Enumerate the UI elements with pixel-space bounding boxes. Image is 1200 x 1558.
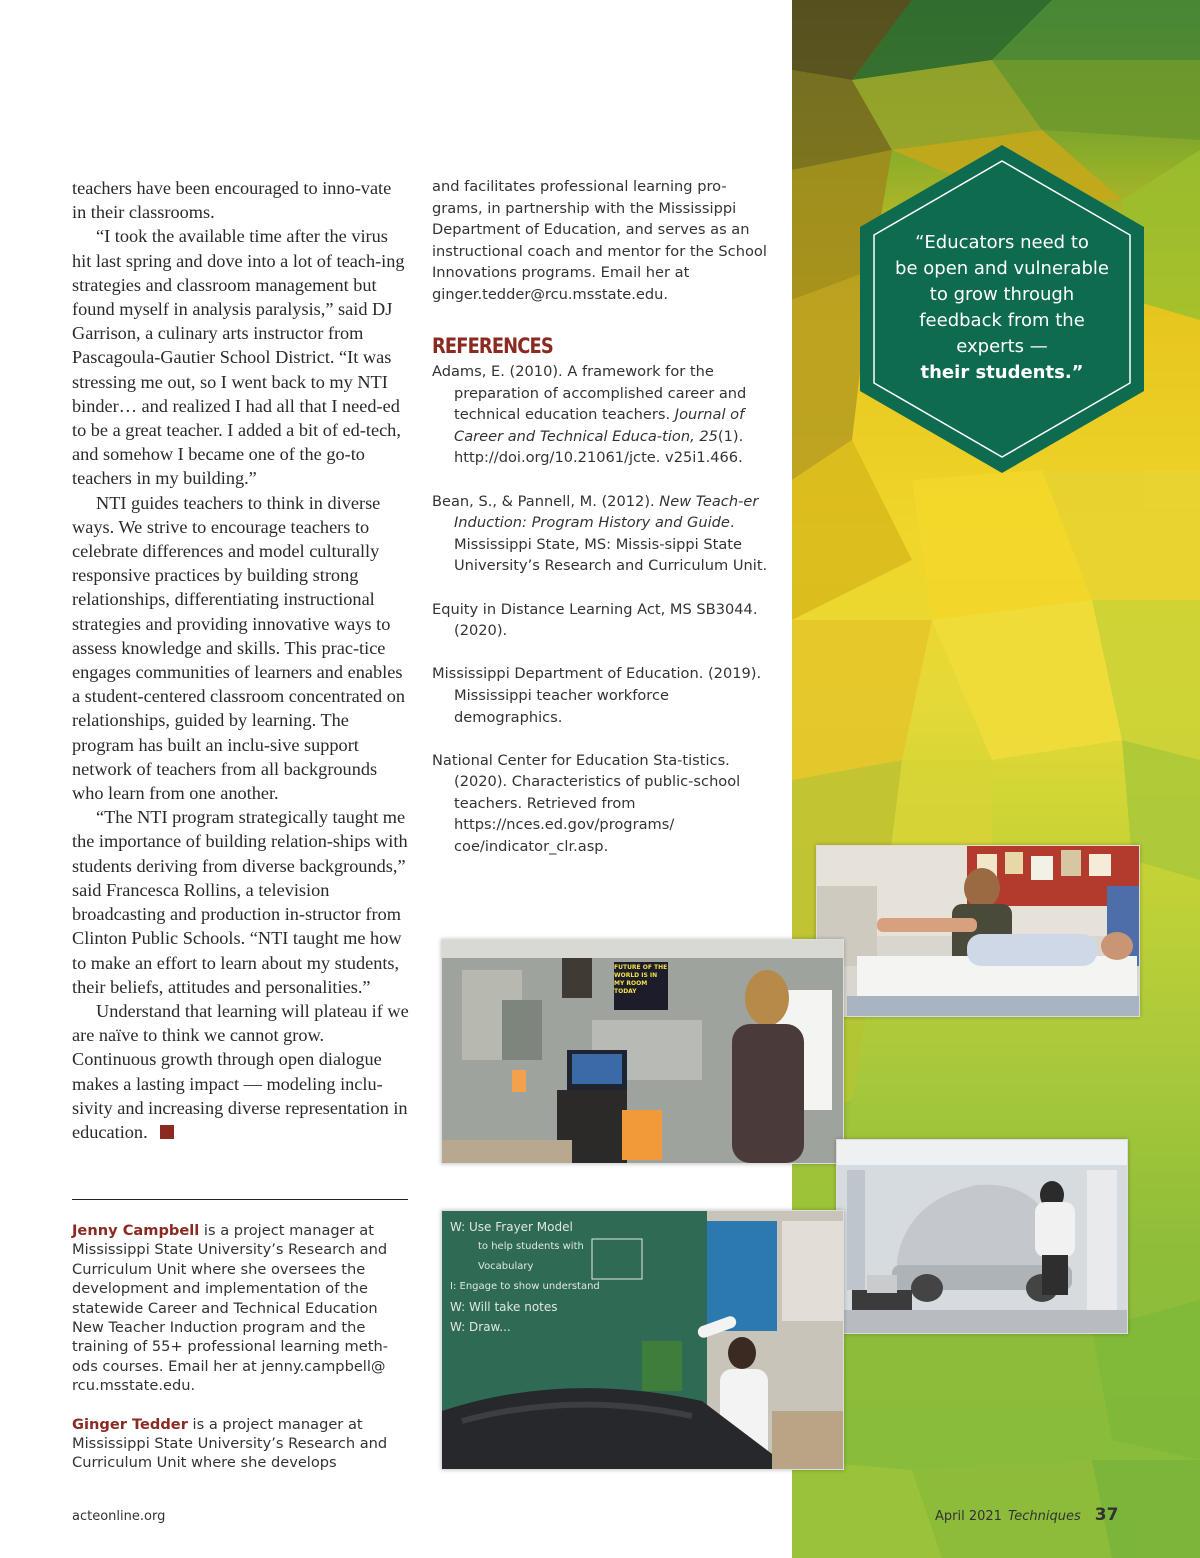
- footer-website[interactable]: acteonline.org: [72, 1509, 166, 1524]
- page-number: 37: [1094, 1505, 1119, 1525]
- photo-classroom-teacher: [441, 939, 844, 1164]
- bio-ginger: [72, 1415, 412, 1473]
- body-paragraph: NTI guides teachers to think in diverse ways. We strive to encourage teachers to celebrate differences and model culturally responsive practices by building strong relationships, differentiating instructional strategies and providing innovative ways to assess knowledge and skills. This prac-tice engages communities of learners and enables a student-centered classroom concentrated on relationships, guided by learning. The program has built an inclu-sive support network of teachers from all backgrounds who learn from one another.: [72, 492, 405, 804]
- article-body-left: [72, 176, 410, 1144]
- reference-item: [432, 361, 772, 469]
- divider: [72, 1199, 408, 1200]
- ref-text: (1). http://doi.org/10.21061/jcte. v25i1.466.: [454, 427, 744, 467]
- article-body-middle: [432, 176, 772, 306]
- chalk-line: W: Will take notes: [450, 1300, 558, 1314]
- chalk-line: W: Draw...: [450, 1320, 511, 1334]
- author-name: Jenny Campbell: [72, 1222, 200, 1239]
- bio-jenny: [72, 1221, 412, 1396]
- pull-quote-line: experts —: [956, 336, 1048, 357]
- pull-quote-line: to grow through: [929, 284, 1075, 305]
- author-name: Ginger Tedder: [72, 1415, 188, 1433]
- bio-text: is a project manager at Mississippi State University’s Research and Curriculum Unit where she oversees the development and implementation of the statewide Career and Technical Education New Teacher Induction program and the training of 55+ professional learning meth-ods courses. Email her at jenny.campbell@ rcu.msstate.edu.: [72, 1222, 388, 1395]
- pull-quote: [890, 230, 1114, 386]
- ref-title: New Teach-er Induction: Program History and Guide: [454, 492, 759, 532]
- ref-text: . Mississippi State, MS: Missis-sippi State University’s Research and Curriculum Unit.: [454, 514, 768, 575]
- body-paragraph-last: [72, 999, 410, 1144]
- pull-quote-line: feedback from the: [919, 310, 1085, 331]
- footer-folio: [935, 1505, 1118, 1525]
- pull-quote-line: be open and vulnerable: [895, 258, 1109, 279]
- end-mark-icon: [160, 1125, 174, 1139]
- reference-item: Equity in Distance Learning Act, MS SB3044. (2020).: [432, 600, 758, 640]
- pull-quote-line: their students.”: [920, 362, 1084, 383]
- reference-item: Mississippi Department of Education. (2019). Mississippi teacher workforce demographics.: [432, 665, 762, 726]
- bio-continued: and facilitates professional learning pro-grams, in partnership with the Mississippi Department of Education, and serves as an instructional coach and mentor for the School Innovations programs. Email her at ginger.tedder@rcu.msstate.edu.: [432, 178, 767, 303]
- author-bios: [72, 1221, 412, 1492]
- body-text: Understand that learning will plateau if we are naïve to think we cannot grow. Continuous growth through open dialogue makes a lasting impact — modeling inclu-sivity and increasing diverse representation in education.: [72, 1000, 409, 1142]
- footer-date: April 2021: [935, 1509, 1002, 1524]
- footer-magazine: Techniques: [1007, 1509, 1081, 1524]
- body-paragraph: “The NTI program strategically taught me the importance of building relation-ships with students deriving from diverse backgrounds,” said Francesca Rollins, a television broadcasting and production in-structor from Clinton Public Schools. “NTI taught me how to make an effort to learn about my students, their beliefs, attitudes and personalities.”: [72, 807, 408, 997]
- ref-journal: Journal of Career and Technical Educa-tion, 25: [454, 406, 745, 445]
- chalkboard-text: [450, 1217, 650, 1337]
- chalk-line: to help students with: [478, 1241, 584, 1252]
- chalk-line: Vocabulary: [478, 1261, 534, 1272]
- photo-auto-body: [836, 1139, 1128, 1334]
- body-paragraph: teachers have been encouraged to inno-vate in their classrooms.: [72, 178, 392, 223]
- reference-item: National Center for Education Sta-tistics. (2020). Characteristics of public-school teachers. Retrieved from https://nces.ed.gov/programs/ coe/indicator_clr.asp.: [432, 751, 741, 856]
- chalk-line: I: Engage to show understand: [450, 1281, 600, 1292]
- references-heading: REFERENCES: [432, 334, 553, 358]
- photo-chalkboard-teacher: [441, 1210, 844, 1470]
- pull-quote-line: “Educators need to: [915, 232, 1089, 253]
- photo-nursing-lab: [816, 845, 1140, 1017]
- bio-text: is a project manager at Mississippi State University’s Research and Curriculum Unit where she develops: [72, 1415, 388, 1472]
- chalk-line: W: Use Frayer Model: [450, 1220, 573, 1234]
- references-list: [432, 361, 772, 879]
- reference-item: [432, 491, 772, 577]
- ref-text: Bean, S., & Pannell, M. (2012).: [432, 492, 660, 510]
- poster-text: FUTURE OF THE WORLD IS IN MY ROOM TODAY: [614, 964, 668, 995]
- body-paragraph: “I took the available time after the virus hit last spring and dove into a lot of teach-ing strategies and classroom management but found myself in analysis paralysis,” said DJ Garrison, a culinary arts instructor from Pascagoula-Gautier School District. “It was stressing me out, so I went back to my NTI binder… and realized I had all that I need-ed to be a great teacher. I added a bit of ed-tech, and somehow I became one of the go-to teachers in my building.”: [72, 226, 405, 489]
- ref-text: Adams, E. (2010). A framework for the preparation of accomplished career and technical education teachers.: [432, 363, 747, 424]
